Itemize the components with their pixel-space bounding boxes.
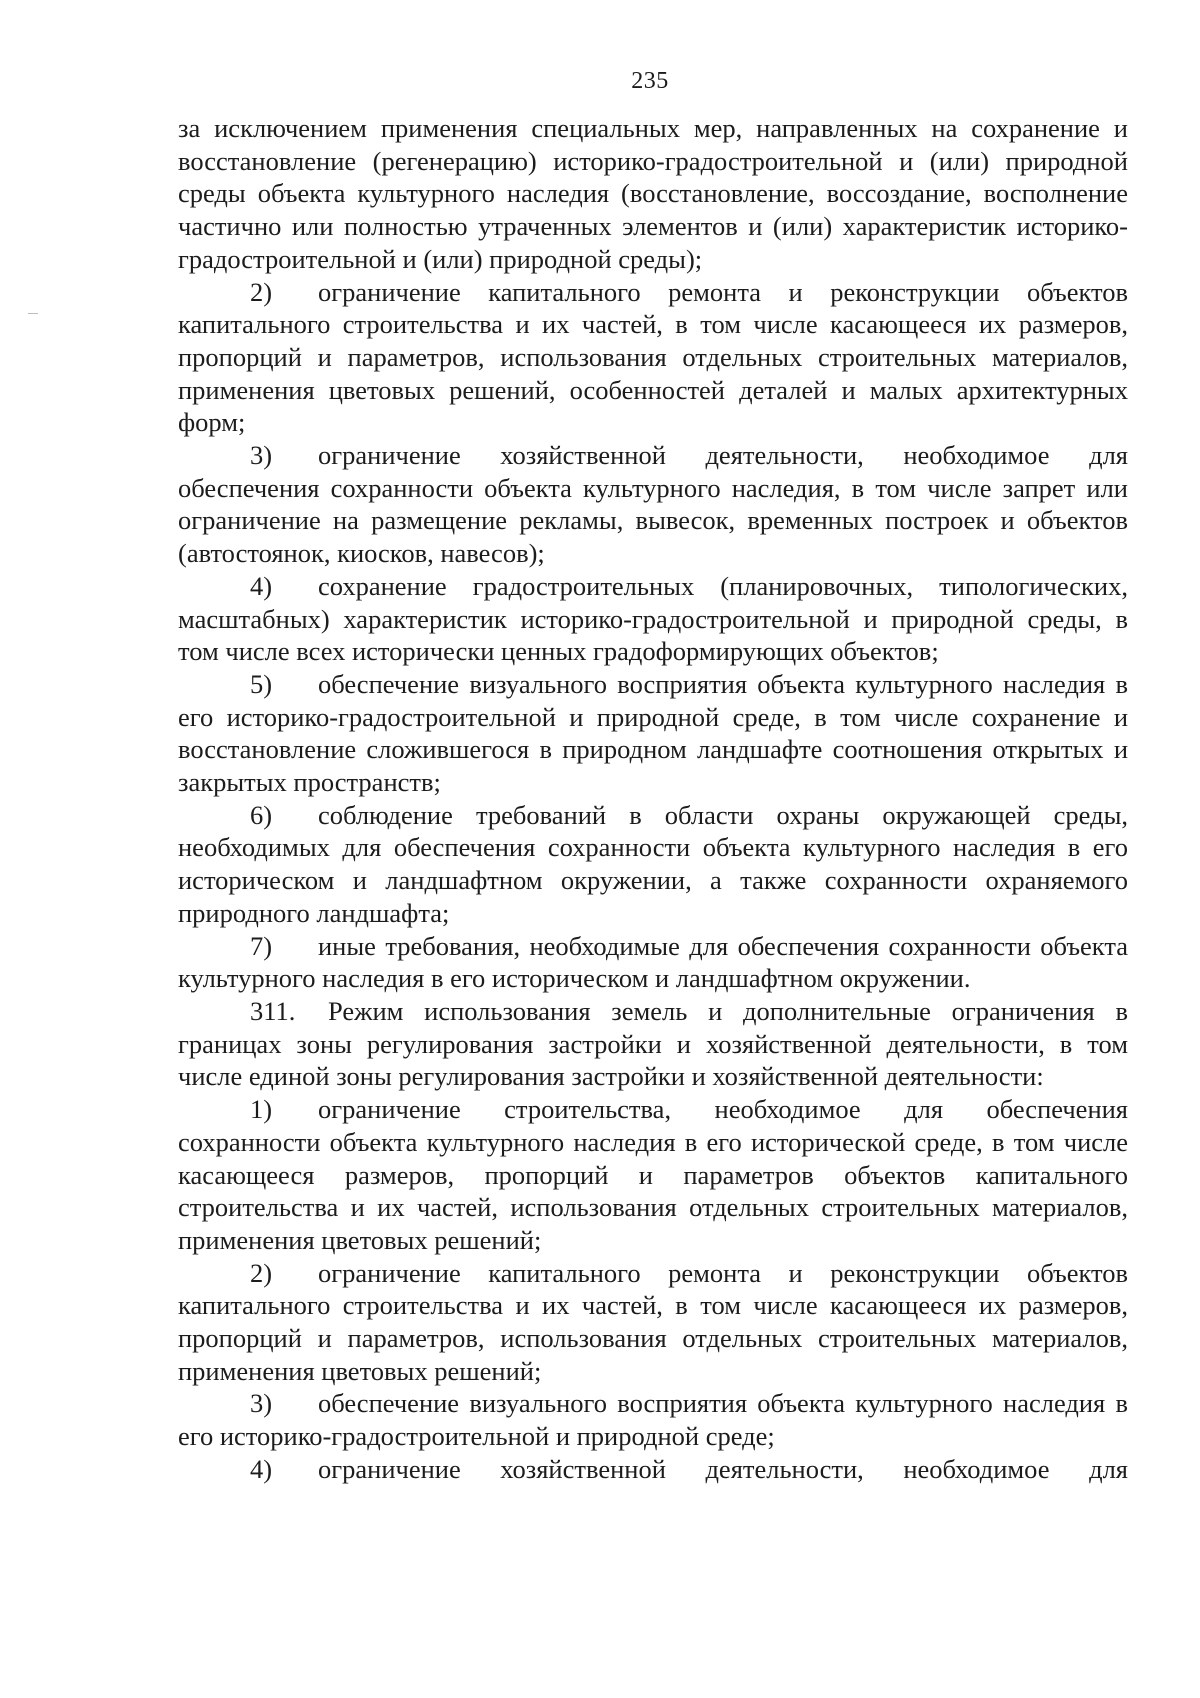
list-item-text: соблюдение требований в области охраны окружающей среды, необходимых для обеспечения сохранности объекта культурного наследия в его историческом и ландшафтном окружении, а также сохранности охраняемого природного ландшафта;: [178, 799, 1128, 928]
list-item-number: 4): [250, 570, 273, 601]
list-item-4: [178, 570, 1128, 668]
list-item-text: ограничение капитального ремонта и реконструкции объектов капитального строительства и их частей, в том числе касающееся их размеров, пропорций и параметров, использования отдельных строительных материалов, применения цветовых решений;: [178, 1257, 1128, 1386]
list-item-3b: [178, 1387, 1128, 1452]
list-item-number: 3): [250, 1388, 273, 1419]
list-item-2b: [178, 1257, 1128, 1388]
list-item-7: [178, 930, 1128, 995]
list-item-text: ограничение хозяйственной деятельности, необходимое для обеспечения сохранности объекта культурного наследия, в том числе запрет или ограничение на размещение рекламы, вывесок, временных построек и объектов (автостоянок, киосков, навесов);: [178, 440, 1128, 569]
list-item-5: [178, 668, 1128, 799]
list-item-number: 6): [250, 799, 273, 830]
list-item-3: [178, 439, 1128, 570]
section-311: [178, 995, 1128, 1093]
list-item-number: 7): [250, 930, 273, 961]
section-number: 311.: [250, 995, 296, 1026]
list-item-text: обеспечение визуального восприятия объекта культурного наследия в его историко-градостроительной и природной среде, в том числе сохранение и восстановление сложившегося в природном ландшафте соотношения открытых и закрытых пространств;: [178, 668, 1128, 798]
list-item-text: иные требования, необходимые для обеспечения сохранности объекта культурного наследия в его историческом и ландшафтном окружении.: [178, 930, 1128, 994]
list-item-2: [178, 276, 1128, 440]
list-item-text: обеспечение визуального восприятия объекта культурного наследия в его историко-градостроительной и природной среде;: [178, 1388, 1128, 1452]
list-item-text: ограничение капитального ремонта и реконструкции объектов капитального строительства и их частей, в том числе касающееся их размеров, пропорций и параметров, использования отдельных строительных материалов, применения цветовых решений, особенностей деталей и малых архитектурных форм;: [178, 276, 1128, 438]
page-number: 235: [631, 68, 669, 94]
list-item-text: сохранение градостроительных (планировочных, типологических, масштабных) характеристик историко-градостроительной и природной среды, в том числе всех исторически ценных градоформирующих объектов;: [178, 570, 1128, 667]
list-item-number: 2): [250, 276, 273, 307]
list-item-6: [178, 799, 1128, 930]
list-item-text: ограничение строительства, необходимое для обеспечения сохранности объекта культурного наследия в его исторической среде, в том числе касающееся размеров, пропорций и параметров объектов капитального строительства и их частей, использования отдельных строительных материалов, применения цветовых решений;: [178, 1094, 1128, 1255]
paragraph-continuation: [178, 112, 1128, 276]
list-item-1: [178, 1093, 1128, 1257]
list-item-number: 4): [250, 1453, 273, 1484]
list-item-number: 2): [250, 1257, 273, 1288]
document-body: [178, 112, 1128, 1486]
paragraph-text: за исключением применения специальных мер, направленных на сохранение и восстановление (регенерацию) историко-градостроительной и (или) природной среды объекта культурного наследия (восстановление, воссоздание, восполнение частично или полностью утраченных элементов и (или) характеристик историко-градостроительной и (или) природной среды);: [178, 113, 1128, 274]
list-item-4b: [178, 1453, 1128, 1486]
section-text: Режим использования земель и дополнительные ограничения в границах зоны регулирования застройки и хозяйственной деятельности, в том числе единой зоны регулирования застройки и хозяйственной деятельности:: [178, 995, 1128, 1092]
list-item-number: 3): [250, 440, 273, 471]
list-item-text: ограничение хозяйственной деятельности, необходимое для: [318, 1453, 1128, 1484]
scan-margin-mark: [28, 313, 38, 314]
list-item-number: 5): [250, 668, 273, 699]
list-item-number: 1): [250, 1094, 273, 1125]
